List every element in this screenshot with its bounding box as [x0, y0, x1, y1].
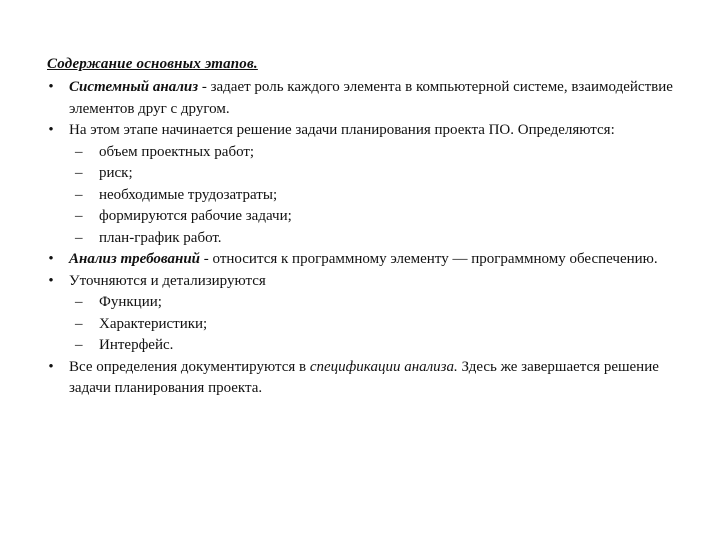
term-system-analysis: Системный анализ: [69, 79, 199, 95]
term-analysis-specification: спецификации анализа.: [309, 358, 458, 375]
sub-item: – формируются рабочие задачи;: [69, 206, 694, 228]
bullet-icon: •: [48, 358, 54, 375]
bullet-icon: •: [48, 251, 54, 267]
bullet-text: Здесь же завершается решение задачи планирования проекта.: [69, 358, 659, 396]
dash-icon: –: [75, 337, 83, 353]
bullet-item-documentation: [44, 357, 694, 400]
bullet-item-planning: [44, 120, 694, 249]
bullet-list: [44, 77, 694, 400]
sub-item: – риск;: [69, 163, 694, 185]
bullet-text: На этом этапе начинается решение задачи планирования проекта ПО. Определяются:: [69, 122, 615, 138]
bullet-text: Уточняются и детализируются: [69, 272, 266, 289]
sub-item: – Характеристики;: [69, 314, 694, 336]
dash-icon: –: [75, 143, 83, 160]
bullet-text: - задает роль каждого элемента в компьютерной системе, взаимодействие элементов друг с другом.: [69, 79, 673, 117]
sub-item: – необходимые трудозатраты;: [69, 185, 694, 207]
slide-title: Содержание основных этапов.: [47, 56, 258, 72]
bullet-icon: •: [48, 122, 54, 138]
bullet-icon: •: [48, 79, 54, 95]
sub-item: – Интерфейс.: [69, 335, 694, 357]
dash-icon: –: [75, 208, 83, 224]
dash-icon: –: [75, 186, 83, 203]
sub-item: – план-график работ.: [69, 228, 694, 250]
bullet-text: Все определения документируются в: [69, 358, 310, 375]
bullet-text: - относится к программному элементу — программному обеспечению.: [200, 251, 658, 267]
dash-icon: –: [75, 229, 83, 246]
bullet-item-requirements-analysis: [44, 249, 694, 271]
dash-icon: –: [75, 294, 83, 310]
bullet-icon: •: [48, 272, 54, 289]
dash-icon: –: [75, 315, 83, 332]
dash-icon: –: [75, 165, 83, 181]
bullet-item-details: [44, 271, 694, 357]
sub-item: – Функции;: [69, 292, 694, 314]
bullet-item-system-analysis: [44, 77, 694, 120]
term-requirements-analysis: Анализ требований: [69, 251, 201, 267]
sub-item: – объем проектных работ;: [69, 142, 694, 164]
